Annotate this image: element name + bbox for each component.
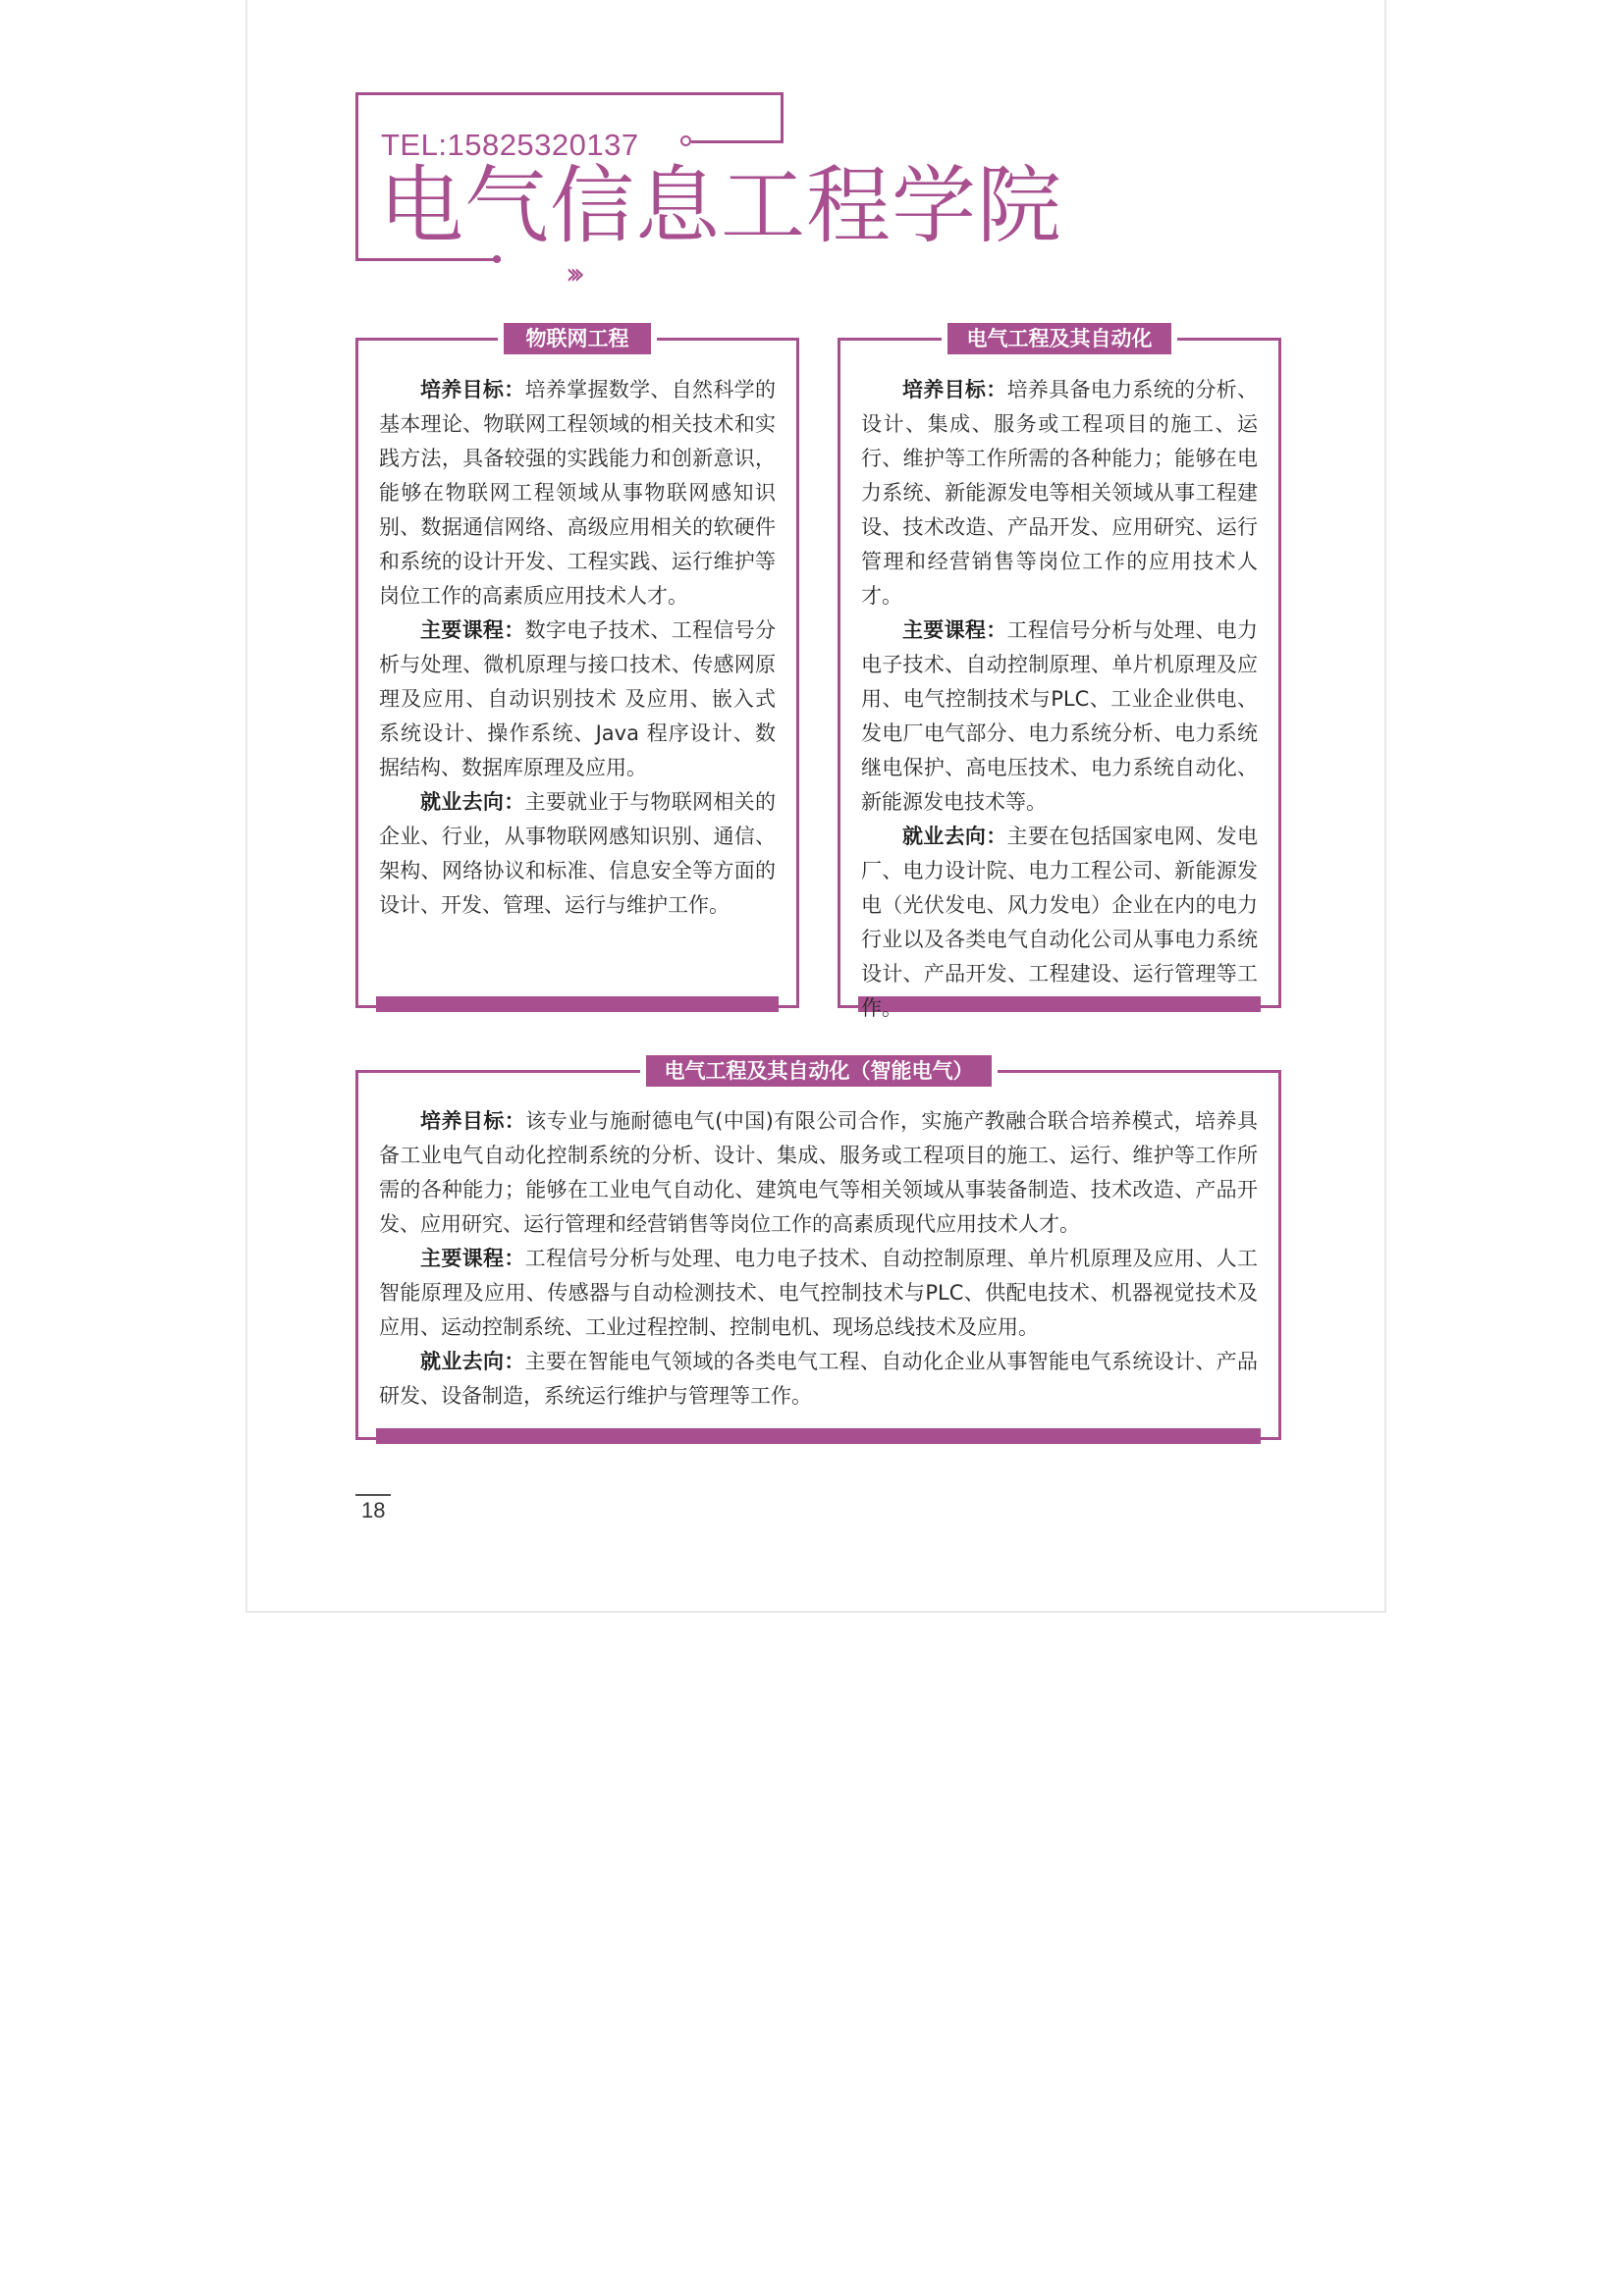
header-frame-right — [781, 92, 784, 143]
card-iot-courses — [379, 614, 776, 785]
card-smart-ee-label: 电气工程及其自动化（智能电气） — [646, 1055, 992, 1087]
card-smart-ee-goal — [379, 1104, 1258, 1242]
card-ee-courses-key: 主要课程： — [902, 618, 1007, 642]
header-frame-gap — [501, 257, 795, 263]
card-ee-career — [861, 820, 1258, 1026]
header-tel: TEL:15825320137 — [381, 128, 639, 162]
page-number-rule — [355, 1494, 391, 1496]
card-smart-ee-bottom-bar — [376, 1428, 1261, 1444]
card-iot-courses-key: 主要课程： — [420, 618, 525, 642]
card-iot-goal-key: 培养目标： — [420, 378, 525, 401]
card-ee-body — [861, 373, 1258, 1026]
card-iot-courses-text: 数字电子技术、工程信号分析与处理、微机原理与接口技术、传感网原理及应用、自动识别技术 及应用、嵌入式系统设计、操作系统、Java 程序设计、数据结构、数据库原理及应用。 — [379, 618, 776, 779]
card-iot-bottom-bar — [376, 996, 779, 1012]
card-iot-label: 物联网工程 — [504, 323, 651, 354]
card-iot-goal — [379, 373, 776, 614]
card-iot-goal-text: 培养掌握数学、自然科学的基本理论、物联网工程领域的相关技术和实践方法，具备较强的实践能力和创新意识，能够在物联网工程领域从事物联网感知识别、数据通信网络、高级应用相关的软硬件和系统的设计开发、工程实践、运行维护等岗位工作的高素质应用技术人才。 — [379, 378, 776, 608]
card-smart-ee-courses-key: 主要课程： — [420, 1247, 525, 1270]
card-ee-courses — [861, 614, 1258, 820]
card-ee-career-text: 主要在包括国家电网、发电厂、电力设计院、电力工程公司、新能源发电（光伏发电、风力发电）企业在内的电力行业以及各类电气自动化公司从事电力系统设计、产品开发、工程建设、运行管理等工作。 — [861, 825, 1258, 1020]
card-smart-ee-career-text: 主要在智能电气领域的各类电气工程、自动化企业从事智能电气系统设计、产品研发、设备制造，系统运行维护与管理等工作。 — [379, 1350, 1259, 1408]
card-iot-career — [379, 785, 776, 923]
card-ee-courses-text: 工程信号分析与处理、电力电子技术、自动控制原理、单片机原理及应用、电气控制技术与PLC、工业企业供电、发电厂电气部分、电力系统分析、电力系统继电保护、高电压技术、电力系统自动化、新能源发电技术等。 — [861, 618, 1258, 814]
card-iot-bottom-line — [355, 1005, 799, 1008]
page-title: 电气信息工程学院 — [379, 157, 1062, 255]
chevron-right-icon: ››› — [566, 257, 577, 292]
card-ee-goal — [861, 373, 1258, 614]
card-iot-career-text: 主要就业于与物联网相关的企业、行业，从事物联网感知识别、通信、架构、网络协议和标准、信息安全等方面的设计、开发、管理、运行与维护工作。 — [379, 790, 776, 917]
header-circle-ornament — [680, 135, 691, 146]
card-smart-ee-career — [379, 1345, 1258, 1414]
card-smart-ee-courses-text: 工程信号分析与处理、电力电子技术、自动控制原理、单片机原理及应用、人工智能原理及应用、传感器与自动检测技术、电气控制技术与PLC、供配电技术、机器视觉技术及应用、运动控制系统、工业过程控制、控制电机、现场总线技术及应用。 — [379, 1247, 1259, 1339]
card-smart-ee-career-key: 就业去向： — [420, 1350, 525, 1373]
card-smart-ee-goal-text: 该专业与施耐德电气(中国)有限公司合作，实施产教融合联合培养模式，培养具备工业电气自动化控制系统的分析、设计、集成、服务或工程项目的施工、运行、维护等工作所需的各种能力；能够在工业电气自动化、建筑电气等相关领域从事装备制造、技术改造、产品开发、应用研究、运行管理和经营销售等岗位工作的高素质现代应用技术人才。 — [379, 1109, 1258, 1236]
header-frame-hook — [691, 140, 784, 143]
card-ee-label: 电气工程及其自动化 — [947, 323, 1171, 354]
card-ee-career-key: 就业去向： — [902, 825, 1007, 848]
card-smart-ee-goal-key: 培养目标： — [420, 1109, 526, 1133]
card-ee-goal-text: 培养具备电力系统的分析、设计、集成、服务或工程项目的施工、运行、维护等工作所需的各种能力；能够在电力系统、新能源发电等相关领域从事工程建设、技术改造、产品开发、应用研究、运行管理和经营销售等岗位工作的应用技术人才。 — [861, 378, 1258, 608]
card-smart-ee-courses — [379, 1242, 1258, 1345]
card-smart-ee-body — [379, 1104, 1258, 1414]
card-iot-body — [379, 373, 776, 923]
card-ee-goal-key: 培养目标： — [902, 378, 1007, 401]
card-smart-ee-bottom-line — [355, 1437, 1281, 1440]
card-iot-career-key: 就业去向： — [420, 790, 525, 814]
page-number: 18 — [361, 1498, 386, 1522]
header-dot-ornament — [493, 255, 501, 263]
